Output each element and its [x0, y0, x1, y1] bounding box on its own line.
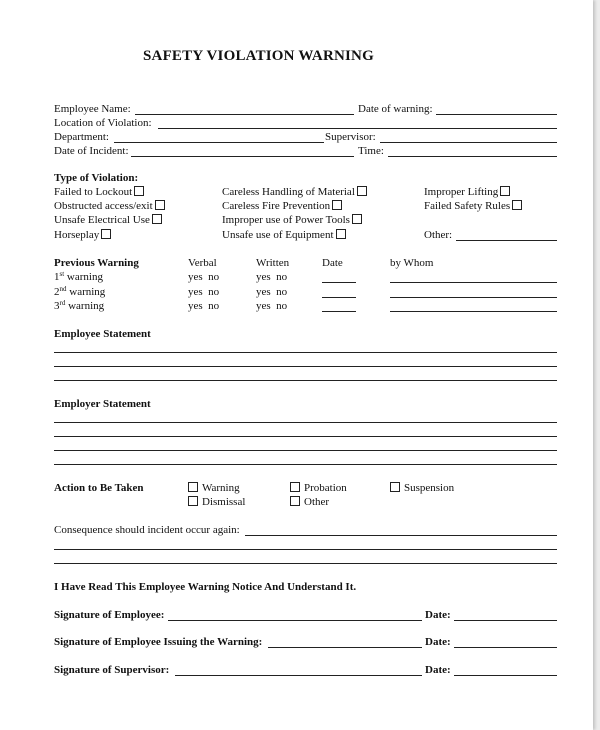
violation-option[interactable]: Horseplay	[54, 229, 111, 242]
employee-statement-line[interactable]	[54, 366, 557, 367]
location-field[interactable]	[158, 128, 557, 129]
employee-signature-label: Signature of Employee:	[54, 609, 165, 621]
checkbox[interactable]	[155, 200, 165, 210]
department-field[interactable]	[114, 142, 324, 143]
other-violation-label: Other:	[424, 229, 453, 241]
supervisor-signature-field[interactable]	[175, 675, 422, 676]
employee-statement-line[interactable]	[54, 380, 557, 381]
warning-date-field[interactable]	[322, 282, 356, 283]
col-header-by-whom: by Whom	[390, 257, 434, 269]
checkbox[interactable]	[134, 186, 144, 196]
employee-statement-heading: Employee Statement	[54, 328, 151, 340]
violation-option[interactable]: Unsafe Electrical Use	[54, 214, 162, 227]
action-option-dismissal[interactable]: Dismissal	[188, 496, 245, 509]
issuer-signature-date-label: Date:	[425, 636, 451, 648]
supervisor-signature-date-field[interactable]	[454, 675, 557, 676]
supervisor-signature-date-label: Date:	[425, 664, 451, 676]
date-of-incident-label: Date of Incident:	[54, 145, 129, 157]
verbal-yes-no[interactable]: yes no	[188, 300, 220, 312]
previous-warning-heading: Previous Warning	[54, 257, 139, 269]
checkbox[interactable]	[512, 200, 522, 210]
warning-by-whom-field[interactable]	[390, 311, 557, 312]
checkbox[interactable]	[357, 186, 367, 196]
consequence-line[interactable]	[54, 549, 557, 550]
date-of-incident-field[interactable]	[131, 156, 354, 157]
violation-option[interactable]: Improper Lifting	[424, 186, 510, 199]
violation-option[interactable]: Failed to Lockout	[54, 186, 144, 199]
violation-option[interactable]: Unsafe use of Equipment	[222, 229, 346, 242]
checkbox[interactable]	[290, 482, 300, 492]
warning-date-field[interactable]	[322, 297, 356, 298]
checkbox[interactable]	[352, 214, 362, 224]
col-header-date: Date	[322, 257, 343, 269]
form-title: SAFETY VIOLATION WARNING	[143, 48, 374, 64]
warning-row-label: 1st warning	[54, 270, 103, 283]
employer-statement-line[interactable]	[54, 464, 557, 465]
violation-option[interactable]: Obstructed access/exit	[54, 200, 165, 213]
checkbox[interactable]	[500, 186, 510, 196]
department-label: Department:	[54, 131, 109, 143]
checkbox[interactable]	[101, 229, 111, 239]
location-label: Location of Violation:	[54, 117, 152, 129]
checkbox[interactable]	[336, 229, 346, 239]
employer-statement-line[interactable]	[54, 436, 557, 437]
checkbox[interactable]	[188, 482, 198, 492]
date-of-warning-field[interactable]	[436, 114, 557, 115]
employee-signature-date-label: Date:	[425, 609, 451, 621]
employer-statement-heading: Employer Statement	[54, 398, 151, 410]
employer-statement-line[interactable]	[54, 450, 557, 451]
employee-statement-line[interactable]	[54, 352, 557, 353]
action-option-other[interactable]: Other	[290, 496, 329, 509]
warning-by-whom-field[interactable]	[390, 297, 557, 298]
warning-date-field[interactable]	[322, 311, 356, 312]
warning-by-whom-field[interactable]	[390, 282, 557, 283]
time-label: Time:	[358, 145, 384, 157]
checkbox[interactable]	[152, 214, 162, 224]
supervisor-signature-label: Signature of Supervisor:	[54, 664, 170, 676]
action-option-probation[interactable]: Probation	[290, 482, 347, 495]
col-header-verbal: Verbal	[188, 257, 217, 269]
employee-name-field[interactable]	[135, 114, 354, 115]
consequence-line[interactable]	[54, 563, 557, 564]
verbal-yes-no[interactable]: yes no	[188, 271, 220, 283]
employee-signature-field[interactable]	[168, 620, 422, 621]
consequence-field[interactable]	[245, 535, 557, 536]
checkbox[interactable]	[188, 496, 198, 506]
action-option-suspension[interactable]: Suspension	[390, 482, 454, 495]
date-of-warning-label: Date of warning:	[358, 103, 433, 115]
consequence-label: Consequence should incident occur again:	[54, 524, 240, 536]
employee-signature-date-field[interactable]	[454, 620, 557, 621]
issuer-signature-label: Signature of Employee Issuing the Warning:	[54, 636, 263, 648]
other-violation-field[interactable]	[456, 240, 557, 241]
violation-heading: Type of Violation:	[54, 172, 139, 184]
written-yes-no[interactable]: yes no	[256, 300, 288, 312]
supervisor-label: Supervisor:	[325, 131, 376, 143]
checkbox[interactable]	[332, 200, 342, 210]
warning-row-label: 3rd warning	[54, 299, 105, 312]
employer-statement-line[interactable]	[54, 422, 557, 423]
checkbox[interactable]	[390, 482, 400, 492]
written-yes-no[interactable]: yes no	[256, 286, 288, 298]
issuer-signature-date-field[interactable]	[454, 647, 557, 648]
time-field[interactable]	[388, 156, 557, 157]
violation-option[interactable]: Failed Safety Rules	[424, 200, 522, 213]
action-option-warning[interactable]: Warning	[188, 482, 240, 495]
checkbox[interactable]	[290, 496, 300, 506]
supervisor-field[interactable]	[380, 142, 557, 143]
violation-option[interactable]: Improper use of Power Tools	[222, 214, 362, 227]
employee-name-label: Employee Name:	[54, 103, 131, 115]
written-yes-no[interactable]: yes no	[256, 271, 288, 283]
violation-option[interactable]: Careless Fire Prevention	[222, 200, 342, 213]
warning-row-label: 2nd warning	[54, 285, 106, 298]
action-heading: Action to Be Taken	[54, 482, 144, 494]
issuer-signature-field[interactable]	[268, 647, 422, 648]
verbal-yes-no[interactable]: yes no	[188, 286, 220, 298]
violation-option[interactable]: Careless Handling of Material	[222, 186, 367, 199]
col-header-written: Written	[256, 257, 290, 269]
acknowledgement-text: I Have Read This Employee Warning Notice And Understand It.	[54, 581, 357, 593]
